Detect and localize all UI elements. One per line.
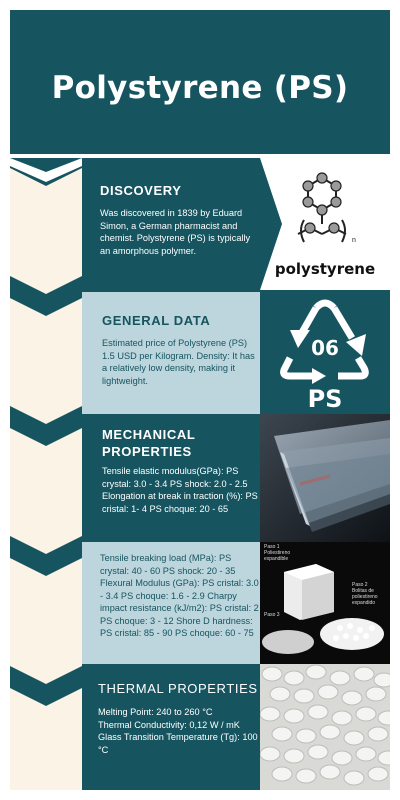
- thermal-title: THERMAL PROPERTIES: [98, 681, 258, 696]
- melting-point: Melting Point: 240 to 260 °C: [98, 707, 213, 717]
- pellets-photo: [260, 664, 390, 790]
- mechanical-text: Tensile elastic modulus(GPa): PS crystal: 3.0 - 3.4 PS shock: 2.0 - 2.5 Elongation at break in traction (%): PS cristal: 1- 4 PS choque: 20 - 65: [102, 466, 258, 514]
- thermal-section: [98, 680, 262, 756]
- thermal-conductivity: Thermal Conductivity: 0,12 W / mK: [98, 719, 240, 730]
- general-data-text: Estimated price of Polystyrene (PS) 1.5 USD per Kilogram. Density: It has a relatively low density, making it lightweight.: [102, 338, 255, 386]
- structure-panel: [260, 158, 390, 290]
- page-title: Polystyrene (PS): [51, 70, 349, 106]
- glass-transition: Glass Transition Temperature (Tg): 100 °C: [98, 732, 258, 755]
- thermal-text: [98, 706, 262, 756]
- recycling-panel: [260, 290, 390, 414]
- photo-label-step1: Paso 1 Poliestireno expandible: [264, 544, 291, 562]
- beads-photo: [260, 542, 390, 664]
- recycle-code: PS: [307, 385, 343, 413]
- photo-label-step2: Paso 2 Bolitas de poliestireno expandido: [352, 582, 378, 606]
- sheets-photo: [260, 414, 390, 542]
- mechanical-title-line2: PROPERTIES: [102, 444, 192, 459]
- mechanical-title-line1: MECHANICAL: [102, 427, 196, 442]
- mechanical-2-text: Tensile breaking load (MPa): PS crystal: 40 - 60 PS shock: 20 - 35 Flexural Modulus (GPa): PS cristal: 3.0 - 3.4 PS choque: 1.6 - 2.9 Charpy impact resistance (kJ/m2): PS cristal: 2 PS choque: 3 - 12 Shore D hardness: PS cristal: 85 - 90 PS choque: 60 - 75: [100, 553, 259, 638]
- chevron-strip: [10, 158, 82, 790]
- subscript-n: n: [352, 237, 356, 244]
- header: [10, 10, 390, 158]
- mechanical-2-section: [100, 552, 260, 640]
- general-data-title: GENERAL DATA: [102, 313, 211, 328]
- general-data-section: [102, 312, 258, 387]
- discovery-section: [100, 182, 260, 257]
- pellets-image: [260, 664, 390, 790]
- infographic-poster: [10, 10, 390, 790]
- structure-label: polystyrene: [274, 260, 376, 278]
- polystyrene-sheets-image: [260, 414, 390, 542]
- recycle-number: 06: [311, 336, 339, 360]
- discovery-title: DISCOVERY: [100, 183, 182, 198]
- mechanical-section: [102, 426, 258, 515]
- photo-label-bottom: Paso 3: [264, 612, 280, 618]
- discovery-text: Was discovered in 1839 by Eduard Simon, a German pharmacist and chemist. Polystyrene (PS) is typically an amorphous polymer.: [100, 208, 251, 256]
